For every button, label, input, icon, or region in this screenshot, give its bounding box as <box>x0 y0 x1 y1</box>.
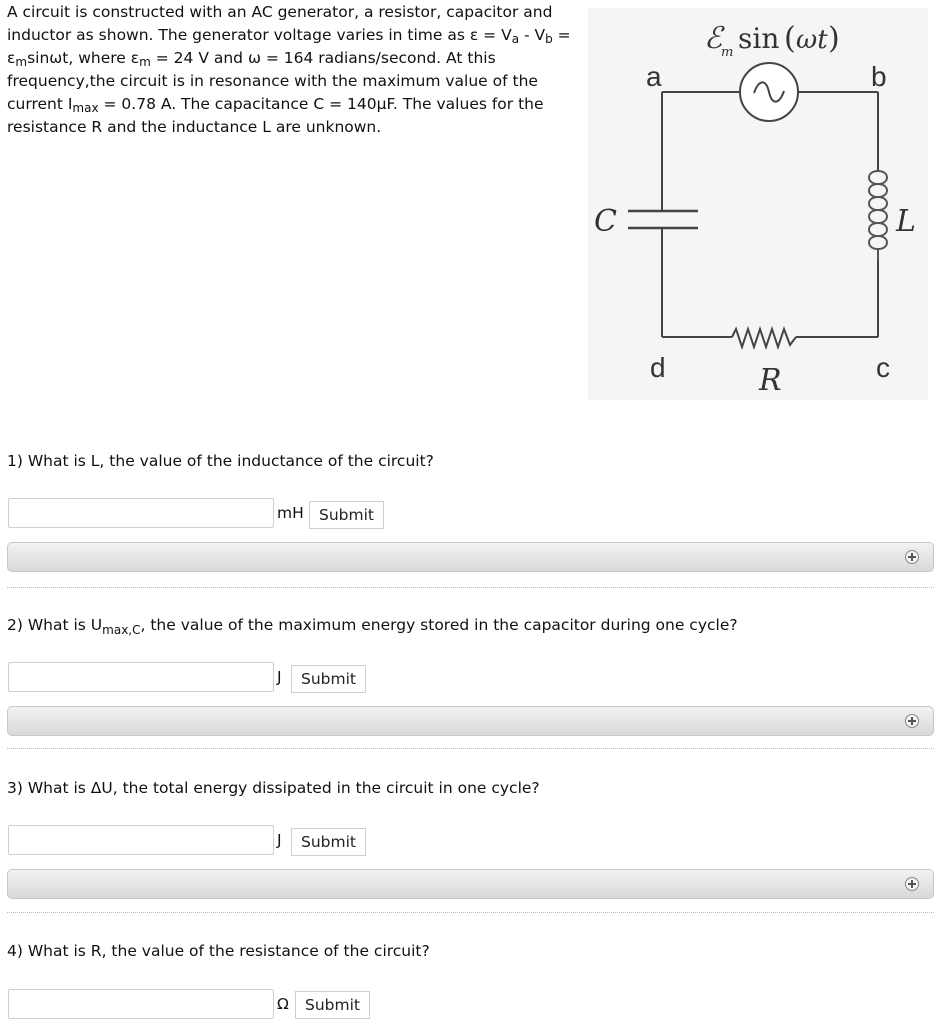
question-1-submit-button[interactable]: Submit <box>309 501 384 529</box>
inductor-icon <box>869 171 887 261</box>
divider <box>7 748 934 749</box>
question-4-text: 4) What is R, the value of the resistance of the circuit? <box>7 942 430 960</box>
question-2-unit: J <box>277 668 282 686</box>
problem-statement: A circuit is constructed with an AC generator, a resistor, capacitor and inductor as shown. The generator voltage varies in time as $\varepsilon = V_a - V_b = \varepsilon_m\sin\omega t$, where $\varepsilon_m = 24$ V and ω = 164 radians/second. At this frequency,the circuit is in resonance with the maximum value of the current $I_{max} = 0.78$ A. The capacitance C = 140μF. The values for the resistance R and the inductance L are unknown. <box>7 3 571 136</box>
question-2-answer-input[interactable] <box>8 662 274 692</box>
source-label-omega-t: ωt <box>796 25 828 55</box>
question-1-hint-bar[interactable] <box>7 542 934 572</box>
plus-circle-icon[interactable] <box>905 550 919 564</box>
source-paren-open: ( <box>784 21 796 56</box>
question-4-submit-button[interactable]: Submit <box>295 991 370 1019</box>
question-3-answer-input[interactable] <box>8 825 274 855</box>
circuit-diagram <box>588 8 928 400</box>
source-label-sub: m <box>721 45 734 60</box>
question-4-unit: Ω <box>277 995 289 1013</box>
question-3-unit: J <box>277 831 282 849</box>
plus-circle-icon[interactable] <box>905 714 919 728</box>
node-d-label: d <box>650 352 666 383</box>
ac-generator-icon <box>740 63 798 121</box>
divider <box>7 912 934 913</box>
plus-circle-icon[interactable] <box>905 877 919 891</box>
source-paren-close: ) <box>828 21 840 56</box>
resistor-label: R <box>759 363 782 398</box>
question-1-text: 1) What is L, the value of the inductance of the circuit? <box>7 452 434 470</box>
node-a-label: a <box>646 61 662 92</box>
question-1-unit: mH <box>277 504 304 522</box>
question-3-text: 3) What is ΔU, the total energy dissipated in the circuit in one cycle? <box>7 779 540 797</box>
question-2-text: 2) What is $U_{max,C}$, the value of the maximum energy stored in the capacitor during one cycle? <box>7 616 738 637</box>
question-3-hint-bar[interactable] <box>7 869 934 899</box>
capacitor-icon <box>628 211 698 228</box>
question-2-submit-button[interactable]: Submit <box>291 665 366 693</box>
source-label-emf: ℰ <box>704 21 723 56</box>
question-2-hint-bar[interactable] <box>7 706 934 736</box>
source-label-sin: sin <box>738 22 780 55</box>
capacitor-label: C <box>594 204 617 239</box>
question-3-submit-button[interactable]: Submit <box>291 828 366 856</box>
divider <box>7 587 934 588</box>
node-c-label: c <box>876 352 890 383</box>
question-4-answer-input[interactable] <box>8 989 274 1019</box>
inductor-label: L <box>896 204 916 239</box>
question-1-answer-input[interactable] <box>8 498 274 528</box>
node-b-label: b <box>871 61 887 92</box>
resistor-icon <box>732 329 796 347</box>
